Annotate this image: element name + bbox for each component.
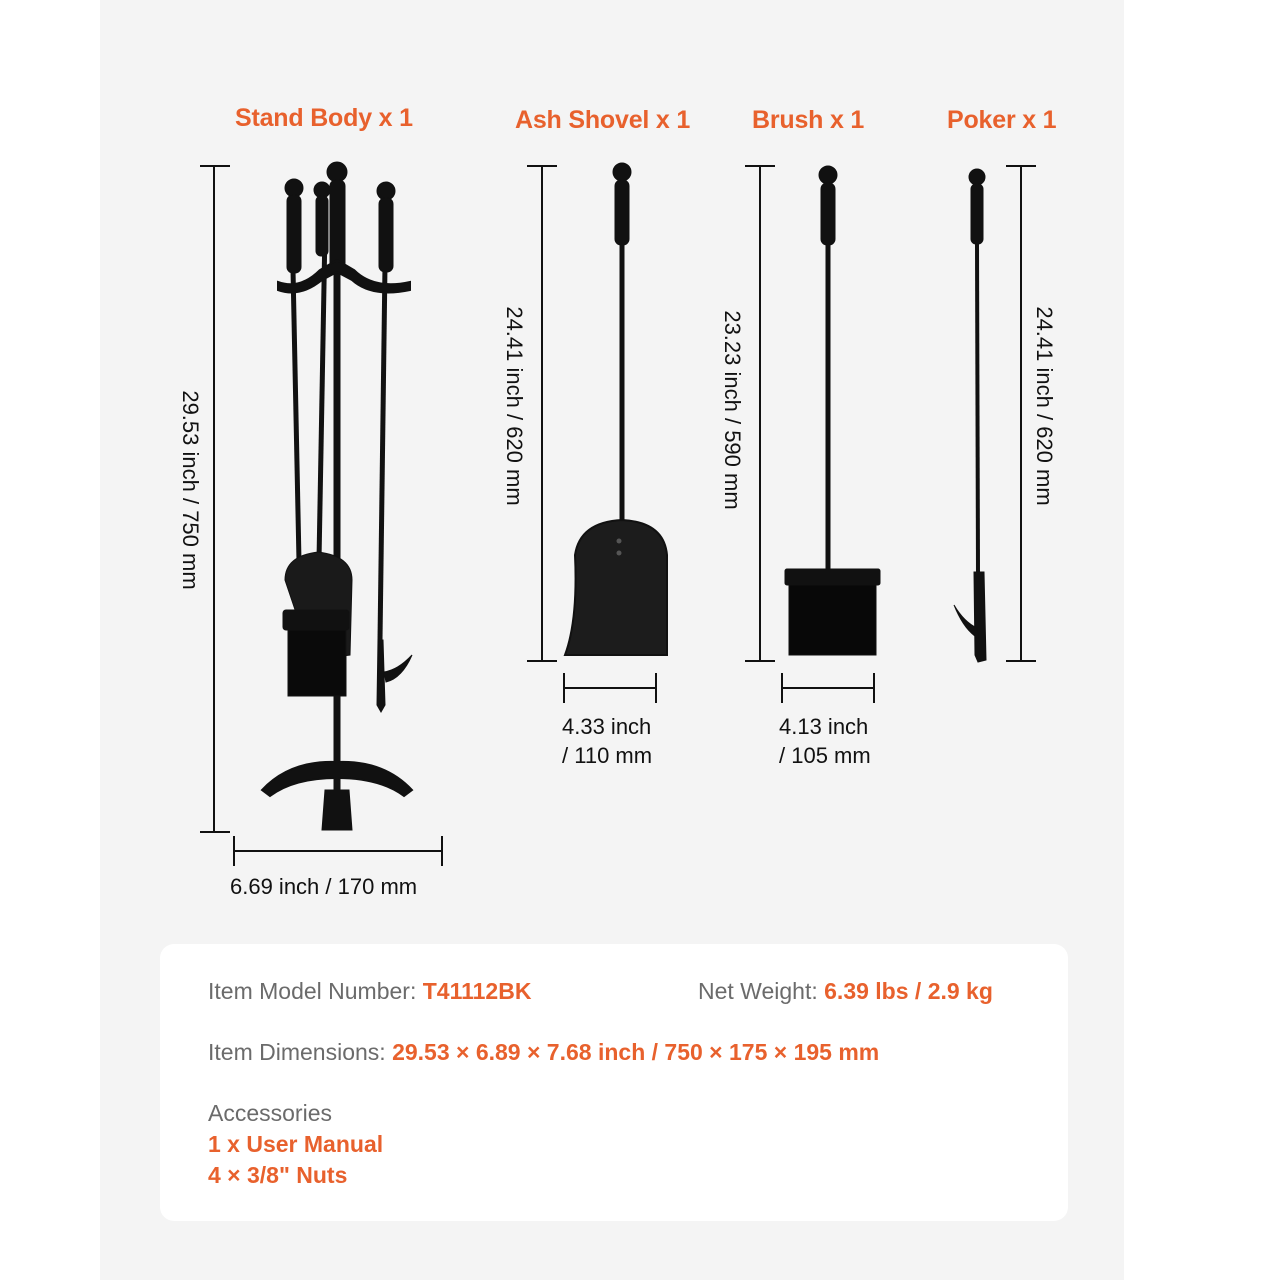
brush-illustration <box>785 166 880 655</box>
poker-length-label: 24.41 inch / 620 mm <box>1032 306 1057 506</box>
item-dimensions <box>208 1039 879 1066</box>
net-weight-value: 6.39 lbs / 2.9 kg <box>824 978 993 1004</box>
stand-width-label: 6.69 inch / 170 mm <box>230 874 418 899</box>
net-weight-label: Net Weight: <box>698 978 825 1004</box>
ash-shovel-illustration <box>565 163 667 655</box>
accessory-item: 1 x User Manual <box>208 1131 384 1157</box>
heading-poker: Poker x 1 <box>947 106 1057 134</box>
net-weight <box>698 978 993 1005</box>
model-number-label: Item Model Number: <box>208 978 423 1004</box>
model-number-value: T41112BK <box>422 978 532 1004</box>
brush-width-label-2: / 105 mm <box>779 743 871 768</box>
accessories-heading <box>208 1100 332 1127</box>
poker-illustration <box>954 169 986 662</box>
brush-length-label: 23.23 inch / 590 mm <box>720 310 745 510</box>
shovel-width-label-1: 4.33 inch <box>562 714 652 739</box>
stand-height-label: 29.53 inch / 750 mm <box>178 390 203 590</box>
heading-ash-shovel: Ash Shovel x 1 <box>515 106 691 134</box>
heading-brush: Brush x 1 <box>752 106 865 134</box>
stand-body-illustration <box>262 162 412 830</box>
item-dimensions-label: Item Dimensions: <box>208 1039 393 1065</box>
accessory-item: 4 × 3/8" Nuts <box>208 1162 348 1188</box>
shovel-width-label-2: / 110 mm <box>562 743 653 768</box>
heading-stand-body: Stand Body x 1 <box>235 104 413 132</box>
item-dimensions-value: 29.53 × 6.89 × 7.68 inch / 750 × 175 × 195 mm <box>392 1039 880 1065</box>
shovel-length-label: 24.41 inch / 620 mm <box>502 306 527 506</box>
model-number <box>208 978 531 1005</box>
accessories-label: Accessories <box>208 1100 332 1126</box>
brush-width-label-1: 4.13 inch <box>779 714 869 739</box>
